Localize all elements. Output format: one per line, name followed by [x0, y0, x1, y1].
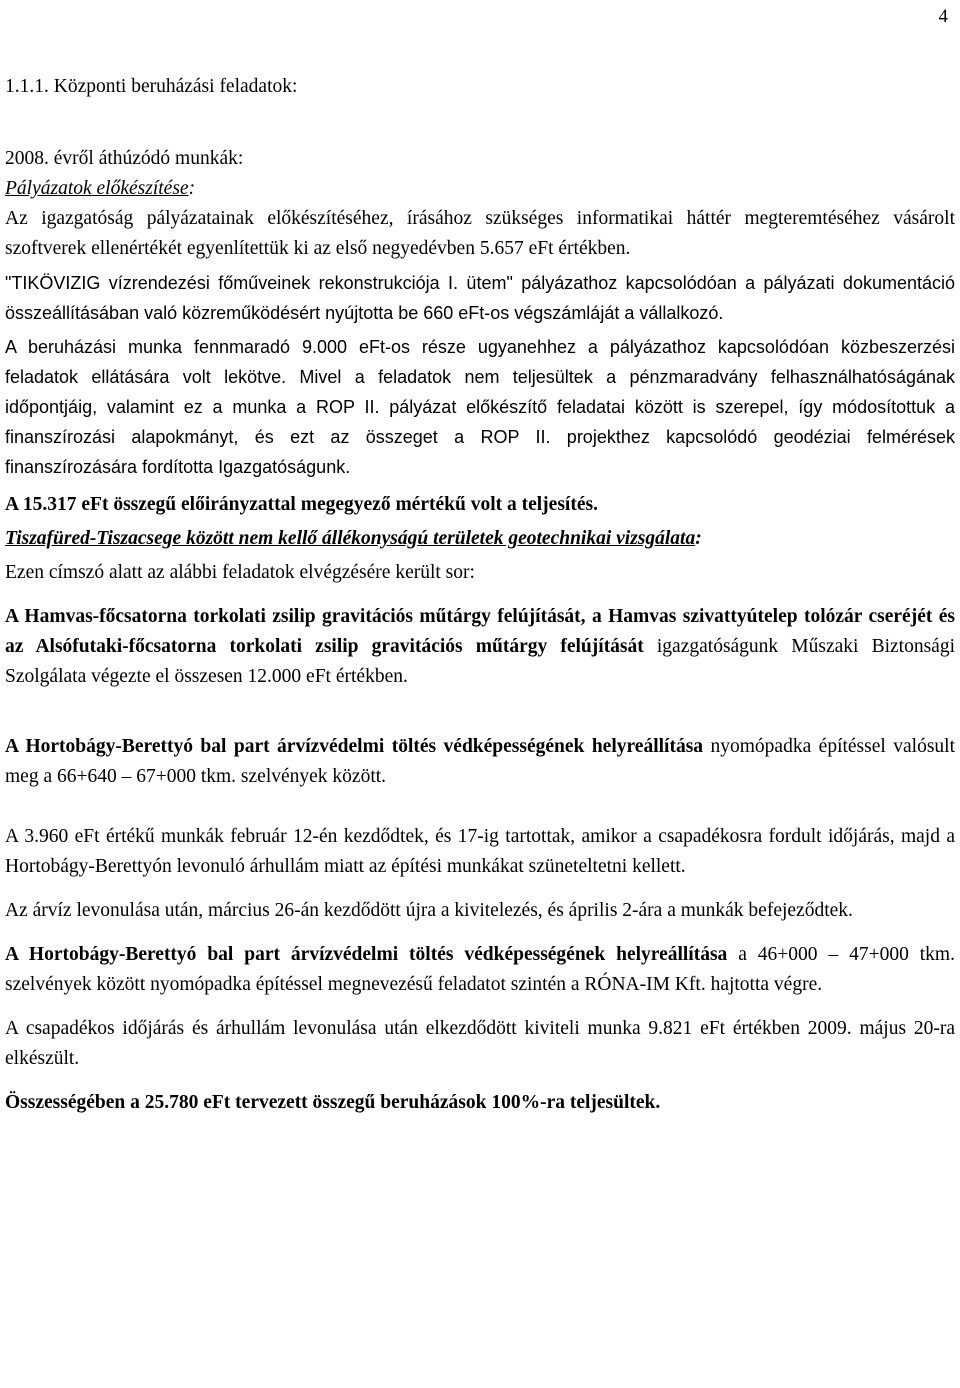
page-number: 4 [938, 6, 948, 27]
tender-prep-paragraph-3: A beruházási munka fennmaradó 9.000 eFt-os része ugyanehhez a pályázathoz kapcsolódóan közbeszerzési feladatok ellátására volt lekötve. Mivel a feladatok nem teljesültek a pénzmaradvány felhasználhatóságának időpontjáig, valamint ez a munka a ROP II. pályázat előkészítő feladatai között is szerepel, így módosítottuk a finanszírozási alapokmányt, és ezt az összeget a ROP II. projekthez kapcsolódó geodéziai felmérések finanszírozására fordította Igazgatóságunk. [5, 337, 955, 477]
tender-prep-paragraph-2: "TIKÖVIZIG vízrendezési főműveinek rekonstrukciója I. ütem" pályázathoz kapcsolódóan a pályázati dokumentáció összeállításában való közreműködésért nyújtotta be 660 eFt-os végszámláját a vállalkozó. [5, 273, 955, 323]
tender-prep-title: Pályázatok előkészítése [5, 178, 189, 199]
hortobagy-p4-bold: A Hortobágy-Berettyó bal part árvízvédelmi töltés védképességének helyreállítása [5, 944, 728, 965]
hortobagy-p1-bold: A Hortobágy-Berettyó bal part árvízvédelmi töltés védképességének helyreállítása [5, 736, 704, 757]
document-body [5, 71, 955, 1118]
tender-prep-heading [5, 174, 955, 204]
geotech-title: Tiszafüred-Tiszacsege között nem kellő állékonyságú területek geotechnikai vizsgálata [5, 528, 696, 549]
carried-over-heading: 2008. évről áthúzódó munkák: [5, 148, 244, 169]
geotech-work-bold: A Hamvas-főcsatorna torkolati zsilip gravitációs műtárgy felújítását, a Hamvas szivattyútelep tolózár cseréjét és az Alsófutaki-főcsatorna torkolati zsilip gravitációs műtárgy felújítását [5, 606, 955, 657]
tender-prep-colon: : [188, 178, 196, 199]
geotech-colon: : [695, 528, 702, 549]
geotech-work-rest: igazgatóságunk Műszaki Biztonsági Szolgálata végezte el összesen 12.000 eFt értékben. [5, 636, 955, 687]
geotech-heading [5, 524, 955, 554]
section-heading: 1.1.1. Központi beruházási feladatok: [5, 76, 298, 97]
tender-prep-paragraph-1: Az igazgatóság pályázatainak előkészítéséhez, írásához szükséges informatikai háttér megteremtéséhez vásárolt szoftverek ellenértékét egyenlítettük ki az első negyedévben 5.657 eFt értékben. [5, 208, 955, 259]
hortobagy-paragraph-5: A csapadékos időjárás és árhullám levonulása után elkezdődött kiviteli munka 9.821 eFt értékben 2009. május 20-ra elkészült. [5, 1018, 955, 1069]
hortobagy-paragraph-3: Az árvíz levonulása után, március 26-án kezdődött újra a kivitelezés, és április 2-ára a munkák befejeződtek. [5, 900, 853, 921]
hortobagy-p1-rest: nyomópadka építéssel valósult meg a 66+640 – 67+000 tkm. szelvények között. [5, 736, 955, 787]
geotech-work-paragraph [5, 602, 955, 692]
hortobagy-paragraph-1 [5, 732, 955, 792]
hortobagy-paragraph-2: A 3.960 eFt értékű munkák február 12-én kezdődtek, és 17-ig tartottak, amikor a csapadékosra fordult időjárás, majd a Hortobágy-Berettyón levonuló árhullám miatt az építési munkákat szüneteltetni kellett. [5, 826, 955, 877]
tender-prep-total: A 15.317 eFt összegű előirányzattal megegyező mértékű volt a teljesítés. [5, 494, 598, 515]
geotech-intro: Ezen címszó alatt az alábbi feladatok elvégzésére került sor: [5, 562, 475, 583]
hortobagy-paragraph-4 [5, 940, 955, 1000]
summary: Összességében a 25.780 eFt tervezett összegű beruházások 100%-ra teljesültek. [5, 1092, 661, 1113]
hortobagy-p4-rest: a 46+000 – 47+000 tkm. szelvények között nyomópadka építéssel megnevezésű feladatot szintén a RÓNA-IM Kft. hajtotta végre. [5, 944, 955, 995]
